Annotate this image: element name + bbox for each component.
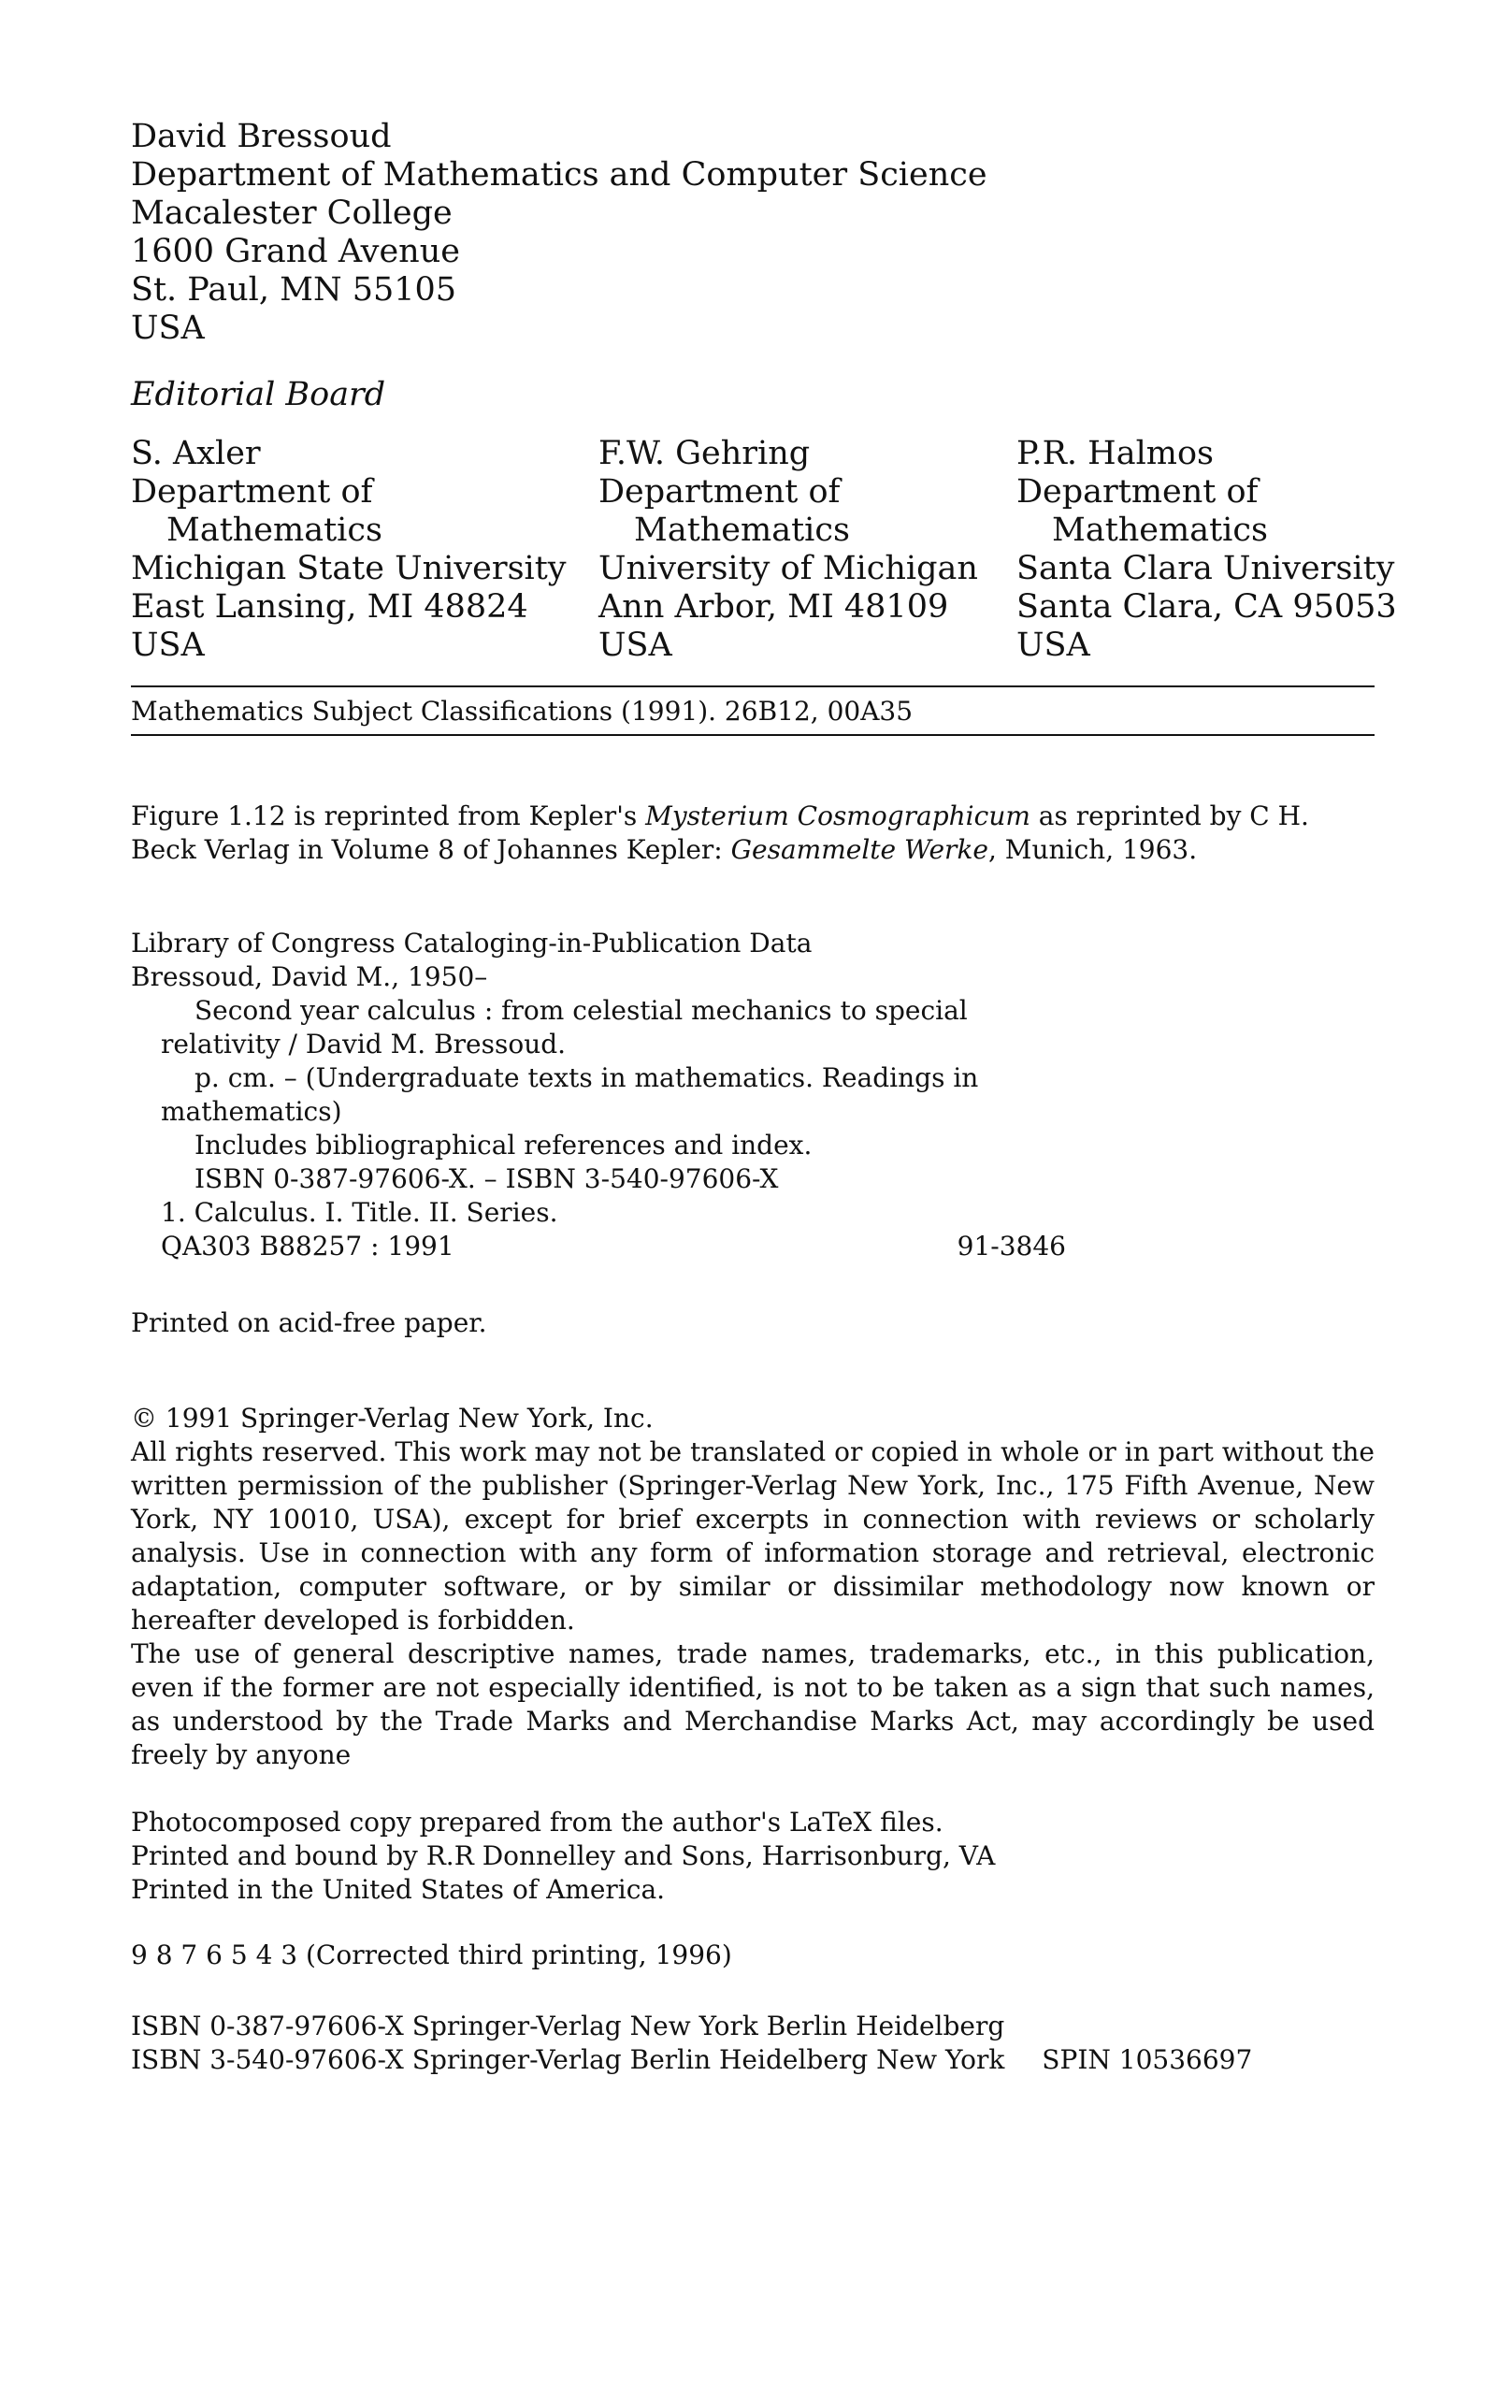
cip-author: Bressoud, David M., 1950– [131, 961, 488, 992]
trademark-text: The use of general descriptive names, trade names, trademarks, etc., in this publication, even if the former are not especially identified, is not to be taken as a sign that such names, as understood by the Trade Marks and Merchandise Marks Act, may accordingly be used freely by anyone [131, 1638, 1375, 1770]
classification-block [131, 685, 1375, 736]
cip-title-cont: relativity / David M. Bressoud. [161, 1029, 567, 1060]
cip-series: p. cm. – (Undergraduate texts in mathematics. Readings in [194, 1062, 979, 1093]
member-city: Ann Arbor, MI 48109 [598, 588, 949, 626]
isbn-text: ISBN 3-540-97606-X Springer-Verlag Berlin Heidelberg New York [131, 2044, 1005, 2075]
member-institution: Santa Clara University [1016, 550, 1395, 587]
board-member [1016, 435, 1397, 665]
copyright-line: © 1991 Springer-Verlag New York, Inc. [131, 1403, 654, 1434]
member-institution: University of Michigan [598, 550, 978, 587]
cip-heading: Library of Congress Cataloging-in-Publication Data [131, 928, 813, 959]
printing-line: 9 8 7 6 5 4 3 (Corrected third printing, 1996) [131, 1939, 732, 1970]
copyright-notice-block [131, 1402, 1375, 1772]
copyright-page [131, 118, 1397, 2077]
isbn-row [131, 2043, 1375, 2077]
figure-credit [131, 800, 1375, 867]
board-member [598, 435, 1016, 665]
cip-subjects: 1. Calculus. I. Title. II. Series. [161, 1197, 558, 1228]
spin-number: SPIN 10536697 [1042, 2044, 1253, 2075]
production-notes [131, 1806, 1375, 1907]
author-college: Macalester College [131, 195, 453, 232]
bottom-rule [131, 734, 1375, 736]
subject-classification: Mathematics Subject Classifications (1991). 26B12, 00A35 [131, 696, 914, 727]
member-dept: Department of [131, 473, 373, 511]
cip-title: Second year calculus : from celestial mechanics to special [194, 995, 968, 1026]
editorial-board [131, 435, 1397, 665]
figure-credit-book-title: Mysterium Cosmographicum [645, 800, 1030, 831]
printed-in-line: Printed in the United States of America. [131, 1874, 666, 1905]
member-country: USA [131, 627, 205, 664]
rights-reserved-text: All rights reserved. This work may not be translated or copied in whole or in part without the written permission of the publisher (Springer-Verlag New York, Inc., 175 Fifth Avenue, New York, NY 10010, USA), except for brief excerpts in connection with reviews or scholarly analysis. Use in connection with any form of information storage and retrieval, electronic adaptation, computer software, or by similar or dissimilar methodology now known or hereafter developed is forbidden. [131, 1436, 1375, 1636]
author-name: David Bressoud [131, 118, 392, 155]
member-dept: Department of [1016, 473, 1259, 511]
member-institution: Michigan State University [131, 550, 567, 587]
author-country: USA [131, 310, 205, 347]
figure-credit-text: , Munich, 1963. [987, 834, 1198, 865]
member-name: F.W. Gehring [598, 435, 811, 472]
photocomposed-line: Photocomposed copy prepared from the author's LaTeX files. [131, 1807, 943, 1838]
member-country: USA [598, 627, 672, 664]
figure-credit-text: as reprinted by C H. Beck Verlag in Volume 8 of Johannes Kepler: [131, 800, 1309, 865]
member-dept-subject: Mathematics [634, 512, 850, 549]
member-dept-subject: Mathematics [166, 512, 382, 549]
member-dept: Department of [598, 473, 841, 511]
cip-isbn: ISBN 0-387-97606-X. – ISBN 3-540-97606-X [194, 1163, 779, 1194]
editorial-board-title: Editorial Board [131, 376, 386, 413]
author-street: 1600 Grand Avenue [131, 233, 460, 270]
cip-lccn: 91-3846 [957, 1231, 1066, 1262]
member-name: P.R. Halmos [1016, 435, 1214, 472]
figure-credit-collection-title: Gesammelte Werke [730, 834, 988, 865]
member-country: USA [1016, 627, 1090, 664]
cip-call-number: QA303 B88257 : 1991 [161, 1231, 454, 1262]
author-city: St. Paul, MN 55105 [131, 271, 457, 309]
member-dept-subject: Mathematics [1052, 512, 1268, 549]
author-department: Department of Mathematics and Computer Science [131, 156, 987, 194]
member-city: East Lansing, MI 48824 [131, 588, 528, 626]
acid-free-note: Printed on acid-free paper. [131, 1307, 487, 1338]
printer-line: Printed and bound by R.R Donnelley and Sons, Harrisonburg, VA [131, 1840, 996, 1871]
figure-credit-text: Figure 1.12 is reprinted from Kepler's [131, 800, 646, 831]
author-address [131, 118, 1375, 348]
cataloging-data [131, 927, 1066, 1263]
isbn-text: ISBN 0-387-97606-X Springer-Verlag New York Berlin Heidelberg [131, 2011, 1005, 2041]
board-member [131, 435, 598, 665]
cip-series-cont: mathematics) [161, 1096, 342, 1127]
member-name: S. Axler [131, 435, 261, 472]
isbn-row [131, 2010, 1375, 2043]
isbn-block [131, 2010, 1375, 2077]
cip-includes: Includes bibliographical references and index. [194, 1130, 813, 1161]
member-city: Santa Clara, CA 95053 [1016, 588, 1397, 626]
cip-numbers [131, 1230, 1066, 1263]
